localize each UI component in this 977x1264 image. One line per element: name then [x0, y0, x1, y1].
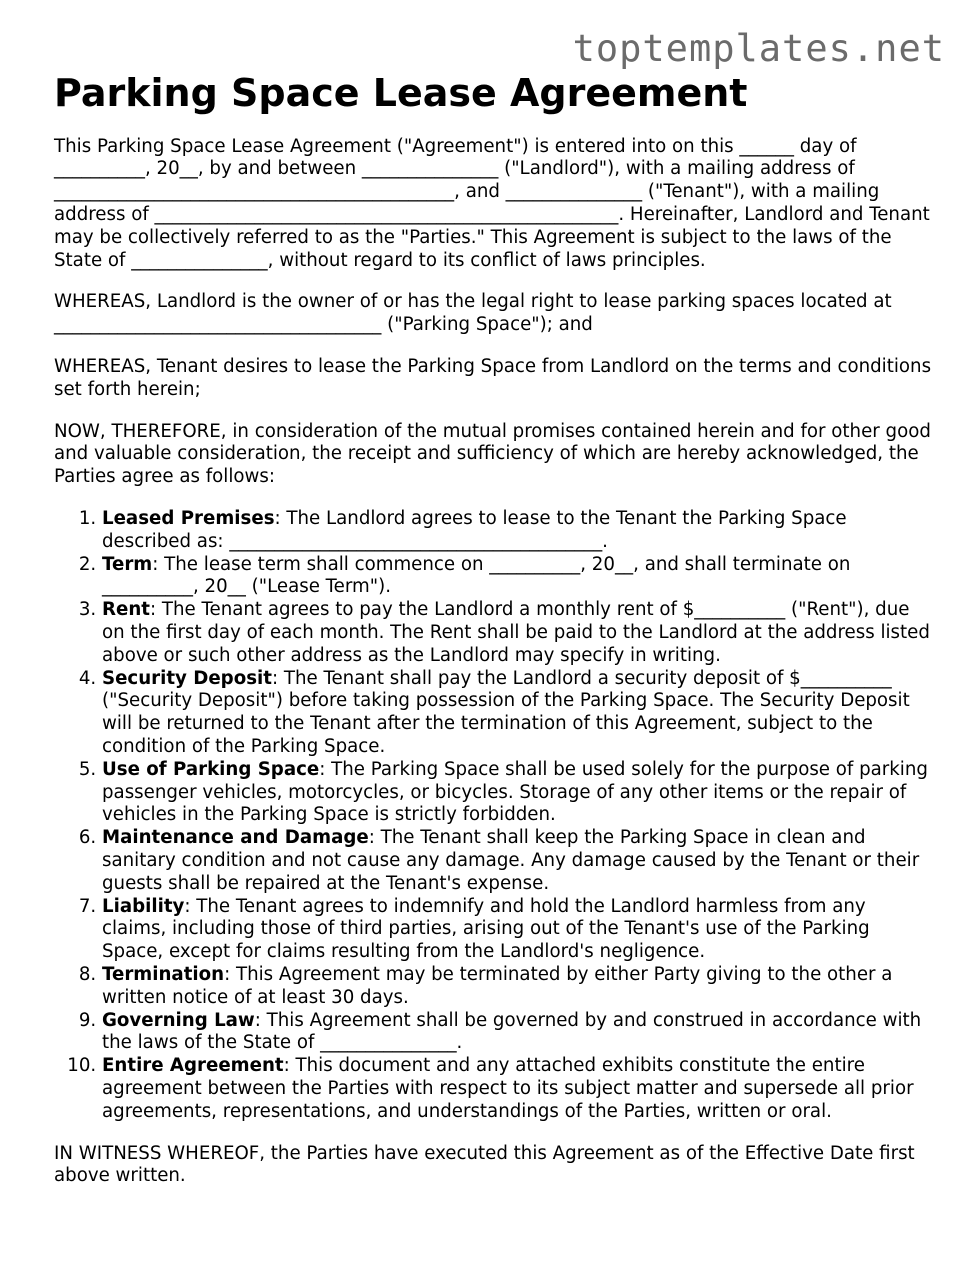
clause-item: [102, 1055, 934, 1123]
clause-list: [54, 508, 934, 1124]
clause-text: : The Tenant shall keep the Parking Space in clean and sanitary condition and not cause any damage. Any damage caused by the Tenant or their guests shall be repaired at the Tenant's expense.: [102, 827, 920, 894]
clause-item: [102, 827, 934, 895]
clause-term: Leased Premises: [102, 508, 275, 530]
clause-text: : The Tenant shall pay the Landlord a security deposit of $__________ ("Security Deposit") before taking possession of the Parking Space. The Security Deposit will be returned to the Tenant after the termination of this Agreement, subject to the condition of the Parking Space.: [102, 667, 910, 758]
witness-paragraph: IN WITNESS WHEREOF, the Parties have executed this Agreement as of the Effective Date first above written.: [54, 1142, 915, 1187]
clause-text: : The Landlord agrees to lease to the Tenant the Parking Space described as: _________________________________________.: [102, 508, 847, 552]
clause-item: [102, 896, 934, 964]
clause-text: : The lease term shall commence on __________, 20__, and shall terminate on __________, 20__ ("Lease Term").: [102, 553, 851, 598]
clause-term: Termination: [102, 963, 225, 985]
clause-item: [102, 1010, 934, 1056]
clause-text: : This Agreement shall be governed by and construed in accordance with the laws of the State of _______________.: [102, 1009, 922, 1054]
clause-item: [102, 759, 934, 827]
intro-paragraph: This Parking Space Lease Agreement ("Agreement") is entered into on this ______ day of __________, 20__, by and between _______________ ("Landlord"), with a mailing address of ____________________________________________, and _______________ ("Tenant"), with a mailing address of ___________________________________________________. Hereinafter, Landlord and Tenant may be collectively referred to as the "Parties." This Agreement is subject to the laws of the State of _______________, without regard to its conflict of laws principles.: [54, 135, 930, 271]
clause-term: Liability: [102, 895, 185, 917]
clause-term: Use of Parking Space: [102, 758, 320, 780]
clause-text: : This document and any attached exhibits constitute the entire agreement between the Parties with respect to its subject matter and supersede all prior agreements, representations, and understandings of the Parties, written or oral.: [102, 1055, 914, 1122]
clause-item: [102, 599, 934, 667]
clause-term: Entire Agreement: [102, 1055, 284, 1077]
clause-term: Maintenance and Damage: [102, 827, 369, 849]
clause-item: [102, 964, 934, 1010]
document-page: [54, 72, 934, 1207]
whereas-paragraph-2: WHEREAS, Tenant desires to lease the Parking Space from Landlord on the terms and conditions set forth herein;: [54, 356, 932, 400]
clause-term: Security Deposit: [102, 667, 272, 689]
clause-text: : The Tenant agrees to indemnify and hold the Landlord harmless from any claims, including those of third parties, arising out of the Tenant's use of the Parking Space, except for claims resulting from the Landlord's negligence.: [102, 895, 870, 963]
clause-item: [102, 554, 934, 600]
clause-text: : The Tenant agrees to pay the Landlord a monthly rent of $__________ ("Rent"), due on the first day of each month. The Rent shall be paid to the Landlord at the address listed above or such other address as the Landlord may specify in writing.: [102, 599, 930, 666]
clause-text: : This Agreement may be terminated by either Party giving to the other a written notice of at least 30 days.: [102, 963, 893, 1008]
clause-text: : The Parking Space shall be used solely for the purpose of parking passenger vehicles, motorcycles, or bicycles. Storage of any other items or the repair of vehicles in the Parking Space is strictly forbidden.: [102, 758, 928, 826]
clause-item: [102, 508, 934, 554]
whereas-paragraph-1: WHEREAS, Landlord is the owner of or has the legal right to lease parking spaces located at ____________________________________ ("Parking Space"); and: [54, 291, 892, 336]
clause-term: Governing Law: [102, 1009, 255, 1031]
now-therefore-paragraph: NOW, THEREFORE, in consideration of the mutual promises contained herein and for other good and valuable consideration, the receipt and sufficiency of which are hereby acknowledged, the Parties agree as follows:: [54, 420, 931, 488]
clause-item: [102, 668, 934, 759]
clause-term: Rent: [102, 599, 150, 621]
watermark-text: toptemplates.net: [572, 27, 945, 70]
document-title: Parking Space Lease Agreement: [54, 71, 748, 115]
clause-term: Term: [102, 553, 153, 575]
